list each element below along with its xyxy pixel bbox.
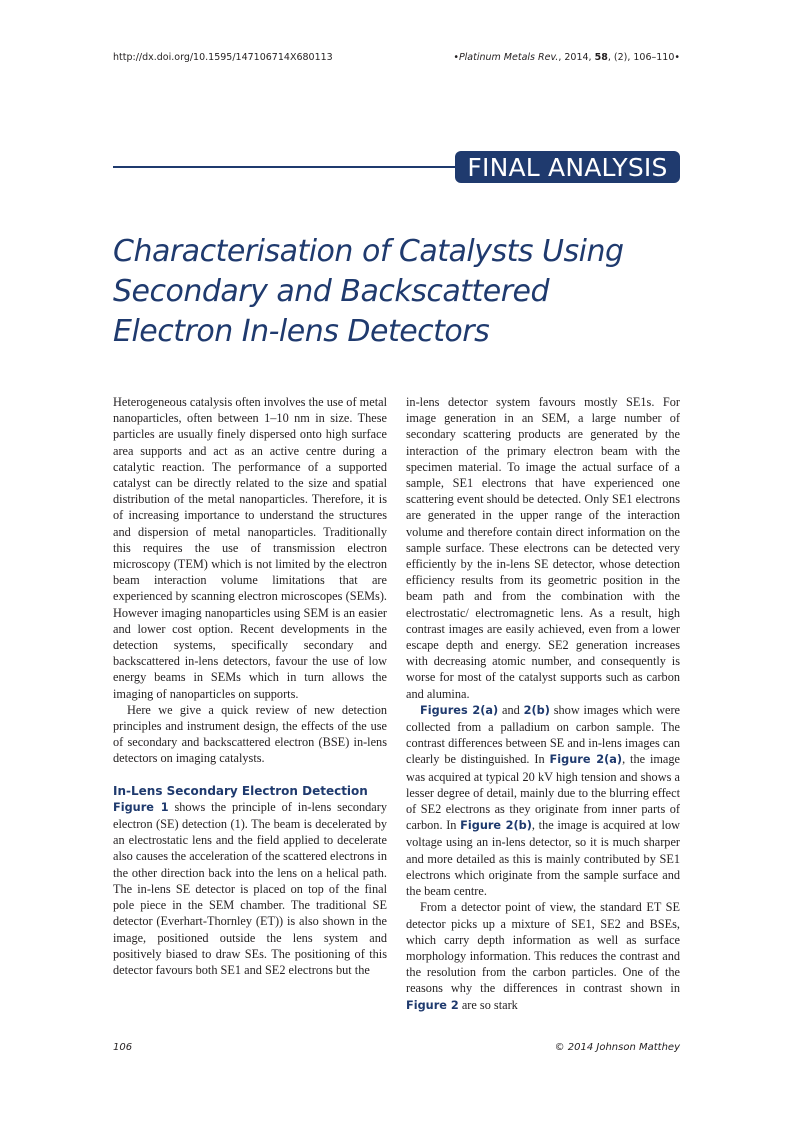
paragraph-figure-comparison — [406, 702, 680, 899]
section-heading: In-Lens Secondary Electron Detection — [113, 783, 368, 798]
journal-name: Platinum Metals Rev. — [458, 52, 559, 63]
body-column-left — [113, 394, 387, 978]
figure-2a-ref[interactable]: Figures 2(a) — [420, 703, 499, 717]
paragraph-text: , the image was acquired at typical 20 kV high tension and shows a lesser degree of detail, mainly due to the blurring effect of SE2 electrons as they originate from inner parts of carbon. In — [406, 752, 680, 833]
paragraph-text: show images which were collected from a palladium on carbon sample. The contrast differences between SE and in-lens images can clearly be distinguished. In — [406, 702, 680, 767]
paragraph-detector-view — [406, 899, 680, 1013]
doi-link[interactable]: http://dx.doi.org/10.1595/147106714X680113 — [113, 52, 333, 63]
citation-volume: 58 — [594, 52, 608, 63]
paragraph-text: shows the principle of in-lens secondary electron (SE) detection (1). The beam is decelerated by an electrostatic lens and the field applied to decelerate also causes the acceleration of the scattered electrons in the other direction back into the lens on a helical path. The in-lens SE detector is placed on top of the final pole piece in the SEM chamber. The traditional SE detector (Everhart-Thornley (ET)) is also shown in the image, positioned outside the lens system and positively biased to draw SEs. The positioning of this detector favours both SE1 and SE2 electrons but the — [113, 799, 388, 977]
paragraph-intro: Heterogeneous catalysis often involves the use of metal nanoparticles, often between 1–10 nm in size. These particles are usually finely dispersed onto high surface area supports and act as an active centre during a catalytic reaction. The performance of a supported catalyst can be directly related to the size and spatial distribution of the metal nanoparticles. Therefore, it is of increasing importance to understand the structures and dispersion of metal nanoparticles. Traditionally this requires the use of transmission electron microscopy (TEM) which is not limited by the electron beam interaction volume limitations that are experienced by scanning electron microscopes (SEMs). However imaging nanoparticles using SEM is an easier and lower cost option. Recent developments in the detection systems, specifically secondary and backscattered in-lens detectors, favour the use of low energy beams in SEMs which in turn allows the imaging of nanoparticles on supports. — [113, 395, 387, 701]
paragraph-text: and — [498, 702, 524, 717]
body-column-right — [406, 394, 680, 1014]
bullet-left: • — [453, 52, 459, 63]
paragraph-text: From a detector point of view, the standard ET SE detector picks up a mixture of SE1, SE2 and BSEs, which carry depth information as well as surface morphology information. This reduces the contrast and the resolution from the carbon particles. One of the reasons why the differences in contrast shown in — [406, 900, 680, 996]
figure-1-ref[interactable]: Figure 1 — [113, 800, 169, 814]
paragraph-text: are so stark — [458, 997, 518, 1012]
title-line: Characterisation of Catalysts Using — [113, 234, 624, 269]
article-title — [113, 232, 673, 352]
paragraph-inlens-principle — [113, 799, 387, 978]
title-line: Secondary and Backscattered — [113, 274, 550, 309]
figure-2a-ref[interactable]: Figure 2(a) — [549, 753, 623, 767]
citation-year: , 2014, — [558, 52, 595, 63]
figure-2b-ref[interactable]: Figure 2(b) — [460, 819, 532, 833]
paragraph-text: , the image is acquired at low voltage using an in-lens detector, so it is much sharper and more detailed as this is mainly contributed by SE1 electrons which originate from the sample surface and the beam centre. — [406, 818, 680, 899]
citation-issue-pages: , (2), 106–110 — [607, 52, 675, 63]
figure-2-ref[interactable]: Figure 2 — [406, 998, 459, 1012]
title-line: Electron In-lens Detectors — [113, 314, 490, 349]
section-rule — [113, 166, 463, 168]
bullet-right: • — [674, 52, 680, 63]
section-banner: FINAL ANALYSIS — [455, 151, 680, 183]
journal-citation — [453, 52, 680, 63]
copyright: © 2014 Johnson Matthey — [554, 1042, 680, 1053]
paragraph-se1-detection: in-lens detector system favours mostly SE1s. For image generation in an SEM, a large number of secondary scattering products are generated by the interaction of the primary electron beam with the specimen material. To image the actual surface of a sample, SE1 electrons that have experienced one scattering event should be detected. Only SE1 electrons are generated in the upper range of the interaction volume and therefore contain direct information on the sample surface. These electrons can be detected very efficiently by the in-lens SE detector, whose detection efficiency results from its geometric position in the beam path and from the combination with the electrostatic/ electromagnetic lens. As a result, high contrast images are easily achieved, even from a lower escape depth and energy. SE2 generation increases with decreasing atomic number, and consequently is worse for most of the catalyst supports such as carbon and alumina. — [406, 395, 680, 701]
page-number: 106 — [113, 1042, 133, 1053]
paragraph-review: Here we give a quick review of new detection principles and instrument design, the effects of the use of secondary and backscattered electron (BSE) in-lens detectors on imaging catalysts. — [113, 702, 387, 766]
figure-2b-ref[interactable]: 2(b) — [523, 703, 550, 717]
